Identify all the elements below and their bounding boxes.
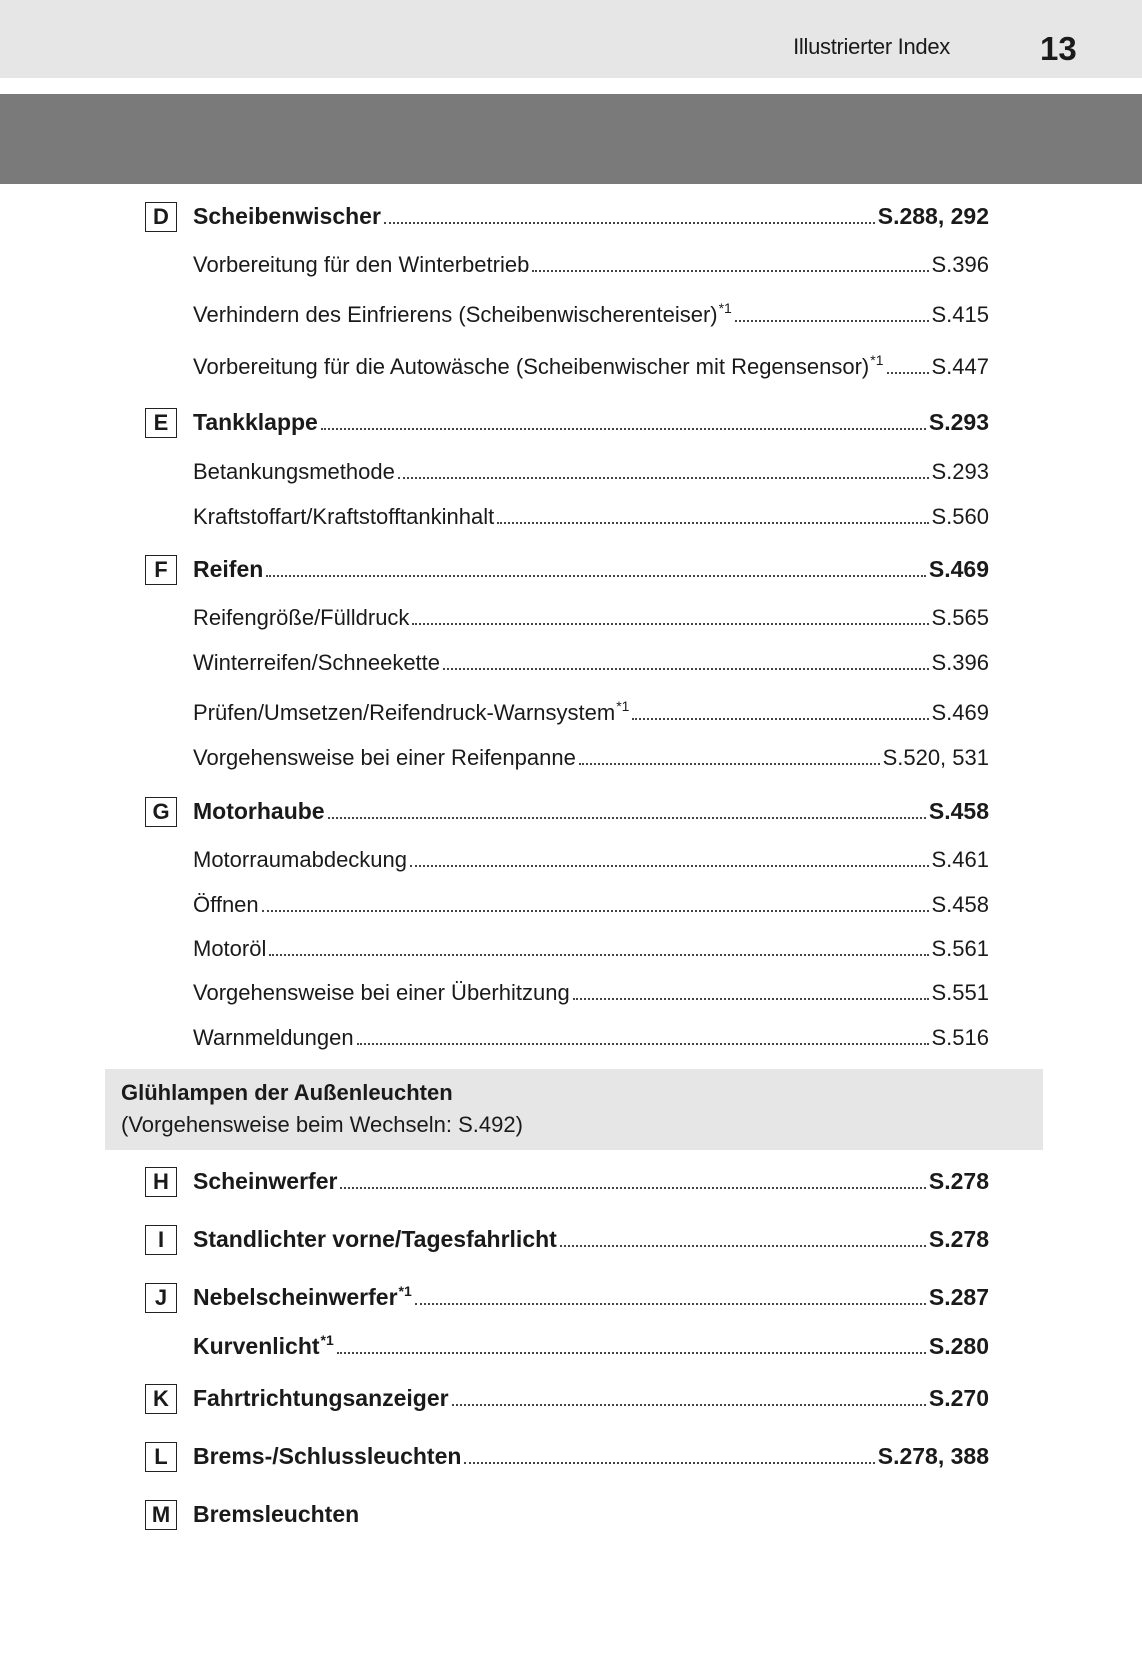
entry-label: Nebelscheinwerfer$^{*1}$ bbox=[193, 1283, 412, 1310]
entry-label: Prüfen/Umsetzen/Reifendruck-Warnsystem$^{*1}$ bbox=[193, 698, 630, 725]
entry-label: Scheinwerfer bbox=[193, 1168, 338, 1194]
index-subentry[interactable] bbox=[193, 696, 989, 726]
page-ref[interactable]: S.516 bbox=[931, 1025, 989, 1050]
entry-label: Tankklappe bbox=[193, 409, 318, 435]
page-ref[interactable]: S.280 bbox=[928, 1333, 989, 1359]
entry-label: Vorgehensweise bei einer Überhitzung bbox=[193, 980, 570, 1005]
footnote-marker: *1 bbox=[718, 300, 732, 316]
dot-leader bbox=[452, 1404, 926, 1406]
page-ref[interactable]: S.565 bbox=[931, 605, 989, 630]
info-box-title: Glühlampen der Außenleuchten bbox=[121, 1080, 453, 1105]
page-ref[interactable]: S.551 bbox=[931, 980, 989, 1005]
dot-leader bbox=[443, 668, 928, 670]
dot-leader bbox=[632, 718, 928, 720]
dot-leader bbox=[328, 817, 926, 819]
page-ref[interactable]: S.458 bbox=[928, 798, 989, 824]
index-subentry[interactable] bbox=[193, 298, 989, 328]
index-subentry[interactable] bbox=[193, 976, 989, 1006]
page-ref[interactable]: S.396 bbox=[931, 252, 989, 277]
page-ref[interactable]: S.560 bbox=[931, 504, 989, 529]
entry-label: Motoröl bbox=[193, 936, 267, 961]
entry-label: Reifengröße/Fülldruck bbox=[193, 605, 410, 630]
entry-label: Scheibenwischer bbox=[193, 203, 381, 229]
dot-leader bbox=[560, 1245, 926, 1247]
entry-label: Kurvenlicht$^{*1}$ bbox=[193, 1332, 334, 1359]
index-subentry[interactable] bbox=[193, 646, 989, 676]
index-subentry[interactable] bbox=[193, 248, 989, 278]
dot-leader bbox=[266, 575, 926, 577]
entry-label: Betankungsmethode bbox=[193, 459, 395, 484]
page-number: 13 bbox=[1040, 30, 1077, 67]
index-subentry[interactable] bbox=[193, 932, 989, 962]
index-subentry[interactable] bbox=[193, 1021, 989, 1051]
index-entry-motorhaube[interactable] bbox=[193, 795, 989, 825]
page-ref[interactable]: S.278 bbox=[928, 1168, 989, 1194]
page-ref[interactable]: S.469 bbox=[931, 700, 989, 725]
letter-badge-l: L bbox=[145, 1442, 177, 1472]
dot-leader bbox=[262, 910, 929, 912]
letter-badge-i: I bbox=[145, 1225, 177, 1255]
letter-badge-j: J bbox=[145, 1283, 177, 1313]
dot-leader bbox=[384, 222, 875, 224]
dot-leader bbox=[579, 763, 880, 765]
footnote-marker: *1 bbox=[320, 1332, 334, 1348]
entry-label: Warnmeldungen bbox=[193, 1025, 354, 1050]
entry-label: Öffnen bbox=[193, 892, 259, 917]
index-entry-nebelscheinwerfer[interactable] bbox=[193, 1281, 989, 1311]
entry-label: Vorbereitung für die Autowäsche (Scheibenwischer mit Regensensor)$^{*1}$ bbox=[193, 352, 884, 379]
entry-label: Kraftstoffart/Kraftstofftankinhalt bbox=[193, 504, 495, 529]
entry-label: Fahrtrichtungsanzeiger bbox=[193, 1385, 449, 1411]
dot-leader bbox=[337, 1352, 926, 1354]
info-box-exterior-bulbs bbox=[105, 1069, 1043, 1150]
page-ref[interactable]: S.270 bbox=[928, 1385, 989, 1411]
page-ref[interactable]: S.293 bbox=[928, 409, 989, 435]
page-ref[interactable]: S.520, 531 bbox=[882, 745, 989, 770]
letter-badge-e: E bbox=[145, 408, 177, 438]
index-subentry[interactable] bbox=[193, 455, 989, 485]
letter-badge-d: D bbox=[145, 202, 177, 232]
dot-leader bbox=[269, 954, 928, 956]
letter-badge-g: G bbox=[145, 797, 177, 827]
page-ref[interactable]: S.293 bbox=[931, 459, 989, 484]
dot-leader bbox=[340, 1187, 925, 1189]
entry-label: Vorgehensweise bei einer Reifenpanne bbox=[193, 745, 576, 770]
index-entry-kurvenlicht[interactable] bbox=[193, 1330, 989, 1360]
index-entry-brems-schlussleuchten[interactable] bbox=[193, 1440, 989, 1470]
index-subentry[interactable] bbox=[193, 843, 989, 873]
dot-leader bbox=[321, 428, 926, 430]
info-box-note: (Vorgehensweise beim Wechseln: S.492) bbox=[121, 1112, 523, 1137]
index-entry-bremsleuchten[interactable] bbox=[193, 1498, 989, 1528]
dot-leader bbox=[412, 623, 928, 625]
index-entry-tankklappe[interactable] bbox=[193, 406, 989, 436]
page-ref[interactable]: S.458 bbox=[931, 892, 989, 917]
dot-leader bbox=[410, 865, 928, 867]
page-ref[interactable]: S.278, 388 bbox=[877, 1443, 989, 1469]
page-ref[interactable]: S.469 bbox=[928, 556, 989, 582]
page-ref[interactable]: S.278 bbox=[928, 1226, 989, 1252]
entry-label: Motorhaube bbox=[193, 798, 325, 824]
letter-badge-m: M bbox=[145, 1500, 177, 1530]
index-subentry[interactable] bbox=[193, 350, 989, 380]
entry-label: Reifen bbox=[193, 556, 264, 582]
index-entry-scheibenwischer[interactable] bbox=[193, 200, 989, 230]
entry-label: Brems-/Schlussleuchten bbox=[193, 1443, 462, 1469]
index-subentry[interactable] bbox=[193, 741, 989, 771]
page-ref[interactable]: S.561 bbox=[931, 936, 989, 961]
footnote-marker: *1 bbox=[870, 352, 884, 368]
letter-badge-f: F bbox=[145, 555, 177, 585]
index-subentry[interactable] bbox=[193, 500, 989, 530]
page-header bbox=[0, 0, 1142, 78]
page-ref[interactable]: S.396 bbox=[931, 650, 989, 675]
index-subentry[interactable] bbox=[193, 888, 989, 918]
dot-leader bbox=[887, 372, 929, 374]
entry-label: Winterreifen/Schneekette bbox=[193, 650, 441, 675]
page-ref[interactable]: S.447 bbox=[931, 354, 989, 379]
section-title: Illustrierter Index bbox=[793, 34, 950, 59]
page-ref[interactable]: S.415 bbox=[931, 302, 989, 327]
dot-leader bbox=[357, 1043, 929, 1045]
entry-label: Motorraumabdeckung bbox=[193, 847, 408, 872]
dot-leader bbox=[735, 320, 929, 322]
dot-leader bbox=[464, 1462, 874, 1464]
index-entry-reifen[interactable] bbox=[193, 553, 989, 583]
index-entry-scheinwerfer[interactable] bbox=[193, 1165, 989, 1195]
index-subentry[interactable] bbox=[193, 601, 989, 631]
entry-label: Verhindern des Einfrierens (Scheibenwischerenteiser)$^{*1}$ bbox=[193, 300, 732, 327]
dot-leader bbox=[532, 270, 928, 272]
dot-leader bbox=[415, 1303, 926, 1305]
index-entry-fahrtrichtungsanzeiger[interactable] bbox=[193, 1382, 989, 1412]
page-ref[interactable]: S.461 bbox=[931, 847, 989, 872]
entry-label: Standlichter vorne/Tagesfahrlicht bbox=[193, 1226, 557, 1252]
footnote-marker: *1 bbox=[398, 1283, 412, 1299]
index-entry-standlichter[interactable] bbox=[193, 1223, 989, 1253]
entry-label: Vorbereitung für den Winterbetrieb bbox=[193, 252, 530, 277]
footnote-marker: *1 bbox=[616, 698, 630, 714]
header-band bbox=[0, 94, 1142, 184]
page-ref[interactable]: S.288, 292 bbox=[877, 203, 989, 229]
page-ref[interactable]: S.287 bbox=[928, 1284, 989, 1310]
letter-badge-h: H bbox=[145, 1167, 177, 1197]
letter-badge-k: K bbox=[145, 1384, 177, 1414]
dot-leader bbox=[497, 522, 928, 524]
entry-label: Bremsleuchten bbox=[193, 1501, 360, 1527]
dot-leader bbox=[398, 477, 929, 479]
dot-leader bbox=[573, 998, 929, 1000]
